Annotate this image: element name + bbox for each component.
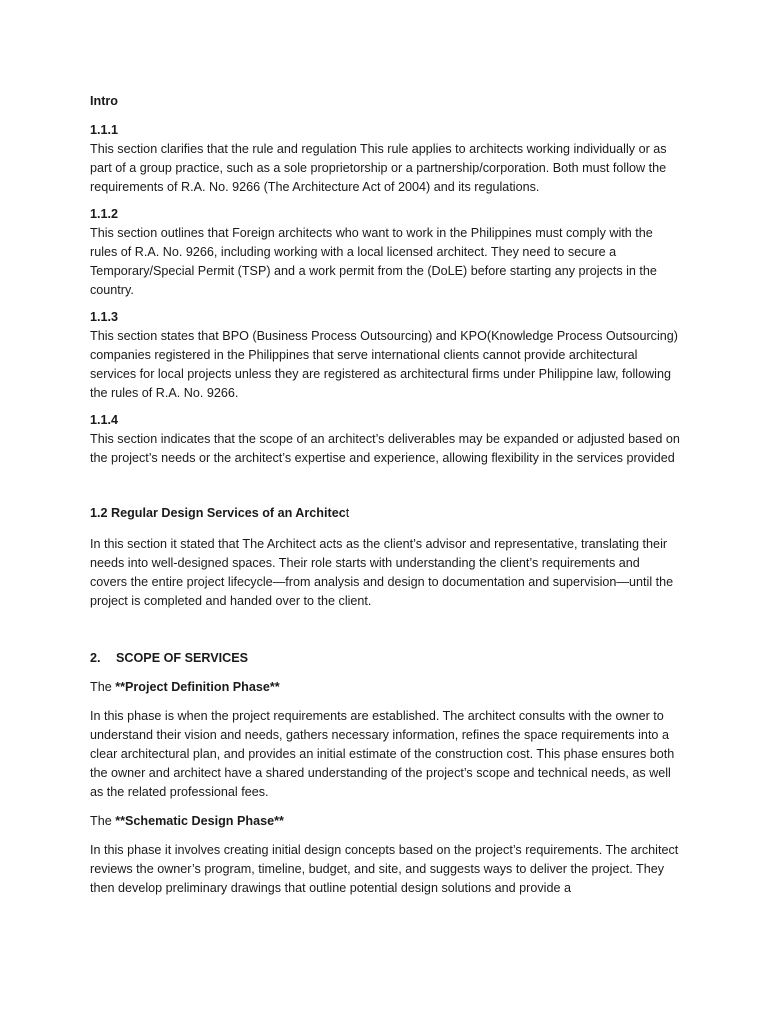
section-text: This section clarifies that the rule and regulation This rule applies to architects working individually or as part of a group practice, such as a sole proprietorship or a partnership/corporation. Both must follow the requirements of R.A. No. 9266 (The Architecture Act of 2004) and its regulations. (90, 142, 667, 194)
regular-design-text: In this section it stated that The Architect acts as the client’s advisor and representative, translating their needs into well-designed spaces. Their role starts with understanding the client’s requirements and covers the entire project lifecycle—from analysis and design to documentation and supervision—until the project is completed and handed over to the client. (90, 537, 674, 608)
scope-number: 2. (90, 651, 101, 665)
intro-heading: Intro (90, 94, 118, 108)
schematic-design-phase-heading (90, 812, 680, 831)
section-number: 1.1.4 (90, 413, 119, 427)
phase-prefix: The (90, 680, 116, 694)
section-1-1-1 (90, 121, 680, 197)
section-text: This section states that BPO (Business Process Outsourcing) and KPO(Knowledge Process Outsourcing) companies registered in the Philippines that serve international clients cannot provide architectural services for local projects unless they are registered as architectural firms under Philippine law, following the rules of R.A. No. 9266. (90, 329, 678, 400)
schematic-design-phase-text: In this phase it involves creating initial design concepts based on the project’s requirements. The architect reviews the owner’s program, timeline, budget, and site, and suggests ways to deliver the project. They then develop preliminary drawings that outline potential design solutions and provide a (90, 843, 679, 895)
project-definition-phase-heading (90, 678, 680, 697)
phase-name: **Schematic Design Phase** (115, 814, 284, 828)
project-definition-phase-text: In this phase is when the project requirements are established. The architect consults with the owner to understand their vision and needs, gathers necessary information, refines the space requirements into a clear architectural plan, and provides an initial estimate of the construction cost. This phase ensures both the owner and architect have a shared understanding of the project’s scope and technical needs, as well as the related professional fees. (90, 709, 675, 799)
section-number: 1.1.1 (90, 123, 119, 137)
section-text: This section outlines that Foreign architects who want to work in the Philippines must comply with the rules of R.A. No. 9266, including working with a local licensed architect. They need to secure a Temporary/Special Permit (TSP) and a work permit from the (DoLE) before starting any projects in the country. (90, 226, 657, 297)
phase-prefix: The (90, 814, 116, 828)
regular-design-heading-tail: t (345, 506, 350, 520)
section-1-1-3 (90, 308, 680, 403)
regular-design-heading-bold: 1.2 Regular Design Services of an Architec (90, 506, 346, 520)
scope-title: SCOPE OF SERVICES (116, 651, 249, 665)
section-text: This section indicates that the scope of an architect’s deliverables may be expanded or adjusted based on the project’s needs or the architect’s expertise and experience, allowing flexibility in the services provided (90, 432, 680, 465)
scope-heading (90, 649, 680, 668)
section-1-1-4 (90, 411, 680, 468)
section-number: 1.1.2 (90, 207, 119, 221)
section-number: 1.1.3 (90, 310, 119, 324)
document-page (90, 92, 680, 908)
phase-name: **Project Definition Phase** (115, 680, 280, 694)
section-1-1-2 (90, 205, 680, 300)
regular-design-heading (90, 504, 680, 523)
